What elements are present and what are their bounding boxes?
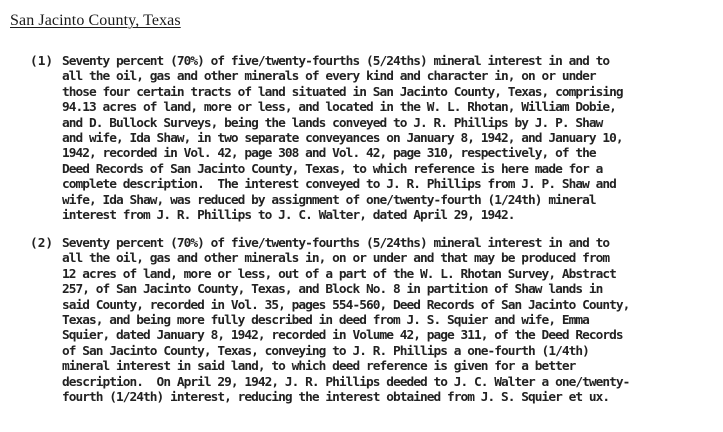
paragraph-number: (2) — [30, 236, 54, 251]
page-heading: San Jacinto County, Texas — [10, 12, 181, 29]
text-line: mineral interest in said land, to which deed reference is given for a better — [62, 359, 576, 375]
text-line: Squier, dated January 8, 1942, recorded in Volume 42, page 311, of the Deed Records — [62, 328, 623, 344]
text-line: wife, Ida Shaw, was reduced by assignment of one/twenty-fourth (1/24th) mineral — [62, 192, 596, 208]
text-line: description. On April 29, 1942, J. R. Phillips deeded to J. C. Walter a one/twenty- — [62, 374, 630, 390]
text-line: Seventy percent (70%) of five/twenty-fourths (5/24ths) mineral interest in and to — [62, 54, 610, 69]
text-line: 257, of San Jacinto County, Texas, and Block No. 8 in partition of Shaw lands in — [62, 282, 603, 298]
text-line: 12 acres of land, more or less, out of a part of the W. L. Rhotan Survey, Abstract — [62, 266, 616, 282]
text-line: 94.13 acres of land, more or less, and located in the W. L. Rhotan, William Dobie, — [62, 100, 616, 116]
text-line: of San Jacinto County, Texas, conveying to J. R. Phillips a one-fourth (1/4th) — [62, 343, 589, 359]
text-line: and wife, Ida Shaw, in two separate conveyances on January 8, 1942, and January 10, — [62, 131, 623, 146]
text-line: Texas, and being more fully described in deed from J. S. Squier and wife, Emma — [62, 313, 589, 328]
text-line: all the oil, gas and other minerals in, on or under and that may be produced from — [62, 251, 610, 267]
text-line: 1942, recorded in Vol. 42, page 308 and Vol. 42, page 310, respectively, of the — [62, 146, 596, 162]
text-line: Deed Records of San Jacinto County, Texas, to which reference is here made for a — [62, 161, 603, 177]
text-line: complete description. The interest conveyed to J. R. Phillips from J. P. Shaw and — [62, 177, 616, 193]
text-line: all the oil, gas and other minerals of every kind and character in, on or under — [62, 69, 596, 85]
paragraph-number: (1) — [30, 54, 54, 69]
text-line: fourth (1/24th) interest, reducing the interest obtained from J. S. Squier et ux. — [62, 390, 610, 405]
text-line: Seventy percent (70%) of five/twenty-fourths (5/24ths) mineral interest in and to — [62, 236, 610, 251]
text-line: interest from J. R. Phillips to J. C. Walter, dated April 29, 1942. — [62, 208, 515, 223]
text-line: and D. Bullock Surveys, being the lands conveyed to J. R. Phillips by J. P. Shaw — [62, 115, 603, 131]
text-line: those four certain tracts of land situated in San Jacinto County, Texas, comprising — [62, 84, 623, 100]
text-line: said County, recorded in Vol. 35, pages 554-560, Deed Records of San Jacinto County, — [62, 297, 630, 313]
